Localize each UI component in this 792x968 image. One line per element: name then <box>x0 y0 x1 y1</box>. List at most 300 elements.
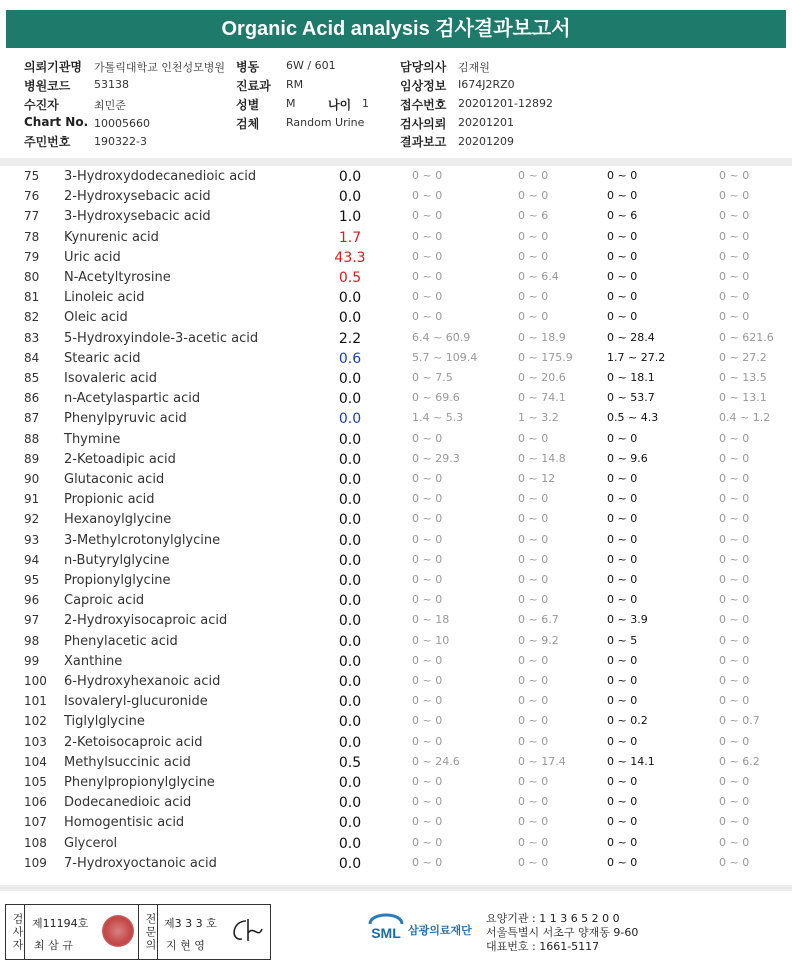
reference-range-1: 0 ~ 7.5 <box>412 371 453 384</box>
result-value: 0.0 <box>338 451 362 468</box>
tester-role: 검사자 <box>6 905 25 959</box>
reference-range-3: 0 ~ 0 <box>607 169 638 182</box>
reference-range-3: 0 ~ 0 <box>607 855 638 869</box>
reference-range-1: 0 ~ 0 <box>412 734 443 748</box>
resident-value: 190322-3 <box>94 135 147 148</box>
specialist-name: 지 현 영 <box>166 939 205 952</box>
table-row <box>0 450 792 470</box>
reference-range-3: 0 ~ 28.4 <box>607 330 655 344</box>
analyte-name: Propionylglycine <box>64 573 171 588</box>
row-number: 80 <box>24 270 40 284</box>
row-number: 92 <box>24 512 40 527</box>
reference-range-3: 0 ~ 0 <box>607 653 638 667</box>
reference-range-2: 0 ~ 0 <box>518 775 549 788</box>
reference-range-1: 0 ~ 0 <box>412 815 443 829</box>
analyte-name: Thymine <box>64 431 121 447</box>
row-number: 105 <box>24 775 47 789</box>
result-value: 0.0 <box>338 714 362 731</box>
reference-range-1: 0 ~ 0 <box>412 290 443 304</box>
reference-range-2: 0 ~ 0 <box>518 290 549 304</box>
reference-range-2: 0 ~ 14.8 <box>518 451 566 465</box>
reference-range-2: 1 ~ 3.2 <box>518 411 559 425</box>
reference-range-4: 0 ~ 0 <box>719 593 750 607</box>
analyte-name: Phenylpropionylglycine <box>64 775 215 790</box>
result-value: 0.0 <box>338 552 362 569</box>
reference-range-1: 0 ~ 10 <box>412 633 450 647</box>
reference-range-1: 0 ~ 0 <box>412 310 443 324</box>
clinical-info-label: 임상정보 <box>400 79 447 93</box>
reference-range-3: 0 ~ 0 <box>607 593 638 607</box>
reference-range-2: 0 ~ 74.1 <box>518 391 566 405</box>
result-value: 0.0 <box>338 694 362 711</box>
reference-range-4: 0 ~ 0 <box>719 209 750 223</box>
reference-range-2: 0 ~ 0 <box>518 310 549 324</box>
reference-range-2: 0 ~ 0 <box>518 573 549 586</box>
reference-range-3: 0 ~ 0 <box>607 795 638 809</box>
reference-range-4: 0 ~ 0 <box>719 492 750 506</box>
reference-range-1: 0 ~ 0 <box>412 472 443 485</box>
row-number: 90 <box>24 472 40 486</box>
row-number: 83 <box>24 330 40 345</box>
analyte-name: 3-Hydroxydodecanedioic acid <box>64 169 257 184</box>
table-row <box>0 773 792 793</box>
reference-range-3: 0 ~ 5 <box>607 633 638 647</box>
result-value: 0.0 <box>338 512 362 529</box>
analyte-name: N-Acetyltyrosine <box>64 270 171 285</box>
reference-range-4: 0 ~ 0 <box>719 310 750 324</box>
reference-range-1: 0 ~ 0 <box>412 835 443 849</box>
analyte-name: Isovaleric acid <box>64 371 158 386</box>
analyte-name: Homogentisic acid <box>64 815 185 831</box>
specimen-value: Random Urine <box>286 116 365 129</box>
specialist-license: 제3 3 3 호 <box>164 917 217 930</box>
reference-range-3: 0 ~ 0.2 <box>607 714 648 728</box>
sex-label: 성별 <box>236 98 260 112</box>
reference-range-3: 0 ~ 3.9 <box>607 613 648 627</box>
reference-range-3: 0 ~ 0 <box>607 310 638 324</box>
reference-range-1: 0 ~ 0 <box>412 674 443 687</box>
row-number: 108 <box>24 835 47 850</box>
reference-range-3: 0 ~ 53.7 <box>607 391 655 405</box>
reference-range-1: 0 ~ 0 <box>412 573 443 586</box>
result-value: 0.0 <box>338 532 362 549</box>
row-number: 109 <box>24 855 47 870</box>
reference-range-3: 0 ~ 0 <box>607 674 638 687</box>
report-date-value: 20201209 <box>458 135 514 148</box>
reference-range-4: 0 ~ 0 <box>719 189 750 203</box>
reference-range-4: 0 ~ 0 <box>719 775 750 788</box>
reference-range-4: 0 ~ 0 <box>719 653 750 667</box>
table-row <box>0 308 792 328</box>
hospital-code-value: 53138 <box>94 78 129 91</box>
patient-label: 수진자 <box>24 98 59 112</box>
reference-range-4: 0 ~ 621.6 <box>719 330 774 344</box>
reference-range-3: 0 ~ 0 <box>607 512 638 526</box>
table-row <box>0 672 792 692</box>
specimen-label: 검체 <box>236 117 260 131</box>
reference-range-1: 0 ~ 0 <box>412 270 443 283</box>
clinical-info-value: I674J2RZ0 <box>458 78 515 91</box>
row-number: 93 <box>24 532 40 547</box>
result-value: 0.0 <box>338 169 362 185</box>
reference-range-3: 0 ~ 0 <box>607 189 638 203</box>
reference-range-4: 0 ~ 27.2 <box>719 350 767 364</box>
row-number: 94 <box>24 552 40 567</box>
official-seal <box>102 915 134 947</box>
analyte-name: Caproic acid <box>64 593 145 609</box>
dept-value: RM <box>286 78 304 91</box>
reference-range-1: 0 ~ 0 <box>412 593 443 607</box>
reference-range-1: 1.4 ~ 5.3 <box>412 411 464 425</box>
analyte-name: Glycerol <box>64 835 118 851</box>
reference-range-1: 0 ~ 29.3 <box>412 451 460 465</box>
result-value: 0.6 <box>338 350 362 367</box>
reference-range-2: 0 ~ 0 <box>518 492 549 506</box>
reference-range-3: 0 ~ 14.1 <box>607 754 655 768</box>
reference-range-4: 0 ~ 0 <box>719 855 750 869</box>
reference-range-1: 0 ~ 0 <box>412 512 443 526</box>
result-value: 0.0 <box>338 734 362 751</box>
reference-range-3: 0 ~ 0 <box>607 472 638 485</box>
reference-range-1: 0 ~ 0 <box>412 189 443 203</box>
result-value: 0.0 <box>338 613 362 630</box>
analyte-name: 5-Hydroxyindole-3-acetic acid <box>64 330 259 346</box>
reference-range-4: 0 ~ 0 <box>719 472 750 485</box>
reference-range-4: 0 ~ 0 <box>719 451 750 465</box>
analyte-name: 2-Hydroxysebacic acid <box>64 189 211 205</box>
row-number: 98 <box>24 633 40 648</box>
reference-range-4: 0 ~ 13.1 <box>719 391 767 405</box>
row-number: 84 <box>24 350 40 365</box>
analyte-name: Methylsuccinic acid <box>64 754 191 770</box>
table-row <box>0 571 792 591</box>
table-row <box>0 409 792 429</box>
reference-range-3: 0 ~ 0 <box>607 694 638 708</box>
reference-range-2: 0 ~ 6.4 <box>518 270 559 283</box>
analyte-name: Linoleic acid <box>64 290 145 306</box>
hospital-code-label: 병원코드 <box>24 79 71 93</box>
institution-number: 요양기관 : 1 1 3 6 5 2 0 0 <box>486 912 620 925</box>
reference-range-2: 0 ~ 175.9 <box>518 350 573 364</box>
reference-range-2: 0 ~ 18.9 <box>518 330 566 344</box>
receipt-value: 20201201-12892 <box>458 97 553 110</box>
analyte-name: Phenylacetic acid <box>64 633 178 649</box>
reference-range-1: 0 ~ 69.6 <box>412 391 460 405</box>
row-number: 88 <box>24 431 40 446</box>
address: 서울특별시 서초구 양재동 9-60 <box>486 926 639 939</box>
resident-label: 주민번호 <box>24 135 71 149</box>
reference-range-4: 0 ~ 0 <box>719 229 750 243</box>
receipt-label: 접수번호 <box>400 98 447 112</box>
reference-range-4: 0 ~ 0 <box>719 249 750 263</box>
table-row <box>0 591 792 611</box>
result-value: 0.0 <box>338 391 362 408</box>
reference-range-4: 0 ~ 0 <box>719 431 750 445</box>
table-row <box>0 187 792 207</box>
result-value: 0.0 <box>338 431 362 448</box>
reference-range-2: 0 ~ 6.7 <box>518 613 559 627</box>
table-row <box>0 531 792 551</box>
row-number: 79 <box>24 249 40 264</box>
reference-range-2: 0 ~ 0 <box>518 189 549 203</box>
chart-no-value: 10005660 <box>94 117 150 130</box>
reference-range-1: 0 ~ 0 <box>412 552 443 566</box>
reference-range-3: 0 ~ 0 <box>607 815 638 829</box>
reference-range-3: 0.5 ~ 4.3 <box>607 411 659 425</box>
reference-range-2: 0 ~ 0 <box>518 431 549 445</box>
row-number: 85 <box>24 371 40 385</box>
reference-range-2: 0 ~ 0 <box>518 552 549 566</box>
ward-label: 병동 <box>236 60 260 74</box>
result-value: 0.0 <box>338 653 362 670</box>
reference-range-4: 0 ~ 0 <box>719 633 750 647</box>
reference-range-4: 0 ~ 6.2 <box>719 754 760 768</box>
result-value: 0.0 <box>338 795 362 812</box>
result-value: 2.2 <box>338 330 362 347</box>
reference-range-4: 0 ~ 0 <box>719 573 750 586</box>
sml-logo-mark <box>366 908 406 948</box>
reference-range-3: 0 ~ 0 <box>607 573 638 586</box>
reference-range-1: 0 ~ 0 <box>412 431 443 445</box>
row-number: 96 <box>24 593 40 608</box>
reference-range-3: 1.7 ~ 27.2 <box>607 350 666 364</box>
reference-range-2: 0 ~ 0 <box>518 593 549 607</box>
reference-range-2: 0 ~ 0 <box>518 169 549 182</box>
analyte-name: 2-Ketoadipic acid <box>64 451 176 467</box>
reference-range-4: 0 ~ 0 <box>719 270 750 283</box>
table-row <box>0 813 792 833</box>
result-value: 0.0 <box>338 189 362 206</box>
row-number: 91 <box>24 492 40 507</box>
table-row <box>0 652 792 672</box>
handwritten-signature <box>228 915 264 947</box>
result-value: 0.0 <box>338 775 362 791</box>
reference-range-3: 0 ~ 0 <box>607 734 638 748</box>
result-value: 0.5 <box>338 270 362 286</box>
reference-range-3: 0 ~ 0 <box>607 431 638 445</box>
result-value: 0.0 <box>338 674 362 690</box>
reference-range-1: 0 ~ 24.6 <box>412 754 460 768</box>
row-number: 75 <box>24 169 40 183</box>
reference-range-3: 0 ~ 18.1 <box>607 371 655 384</box>
analyte-name: Kynurenic acid <box>64 229 159 245</box>
report-title: Organic Acid analysis 검사결과보고서 <box>6 10 786 48</box>
header-divider <box>0 158 792 166</box>
analyte-name: Hexanoylglycine <box>64 512 172 528</box>
analyte-name: Xanthine <box>64 653 123 669</box>
row-number: 77 <box>24 209 40 224</box>
row-number: 76 <box>24 189 40 204</box>
reference-range-1: 0 ~ 0 <box>412 653 443 667</box>
row-number: 81 <box>24 290 40 305</box>
reference-range-4: 0 ~ 0 <box>719 169 750 182</box>
analyte-name: Stearic acid <box>64 350 141 366</box>
reference-range-3: 0 ~ 0 <box>607 290 638 304</box>
reference-range-3: 0 ~ 0 <box>607 270 638 283</box>
reference-range-1: 0 ~ 0 <box>412 694 443 708</box>
analyte-name: 2-Hydroxyisocaproic acid <box>64 613 228 629</box>
result-value: 0.0 <box>338 492 362 509</box>
reference-range-1: 0 ~ 0 <box>412 714 443 728</box>
reference-range-2: 0 ~ 17.4 <box>518 754 566 768</box>
reference-range-2: 0 ~ 0 <box>518 674 549 687</box>
reference-range-1: 0 ~ 0 <box>412 855 443 869</box>
reference-range-4: 0 ~ 0.7 <box>719 714 760 728</box>
reference-range-1: 0 ~ 0 <box>412 532 443 546</box>
analyte-name: 3-Hydroxysebacic acid <box>64 209 211 225</box>
reference-range-3: 0 ~ 0 <box>607 249 638 263</box>
table-row <box>0 632 792 652</box>
reference-range-2: 0 ~ 0 <box>518 694 549 708</box>
row-number: 100 <box>24 674 47 688</box>
reference-range-2: 0 ~ 0 <box>518 653 549 667</box>
table-row <box>0 551 792 571</box>
table-row <box>0 167 792 187</box>
dept-label: 진료과 <box>236 79 271 93</box>
reference-range-2: 0 ~ 6 <box>518 209 549 223</box>
result-value: 0.0 <box>338 290 362 307</box>
footer-divider <box>0 885 792 891</box>
reference-range-2: 0 ~ 0 <box>518 835 549 849</box>
result-value: 1.0 <box>338 209 362 226</box>
table-row <box>0 430 792 450</box>
contact-info <box>486 912 638 954</box>
reference-range-3: 0 ~ 0 <box>607 229 638 243</box>
phone-number: 대표번호 : 1661-5117 <box>486 940 600 953</box>
result-value: 43.3 <box>334 249 366 266</box>
reference-range-4: 0 ~ 0 <box>719 290 750 304</box>
specialist-role: 전문의 <box>138 905 158 959</box>
row-number: 87 <box>24 411 40 426</box>
reference-range-1: 0 ~ 0 <box>412 492 443 506</box>
institution-label: 의뢰기관명 <box>24 60 82 74</box>
report-date-label: 결과보고 <box>400 135 447 149</box>
result-value: 1.7 <box>338 229 362 246</box>
analyte-name: 3-Methylcrotonylglycine <box>64 532 221 548</box>
result-value: 0.5 <box>338 754 362 771</box>
request-label: 검사의뢰 <box>400 117 447 131</box>
analyte-name: Isovaleryl-glucuronide <box>64 694 208 710</box>
result-value: 0.0 <box>338 633 362 650</box>
signature-box <box>5 904 271 960</box>
reference-range-4: 0 ~ 0 <box>719 613 750 627</box>
row-number: 78 <box>24 229 40 244</box>
reference-range-2: 0 ~ 0 <box>518 855 549 869</box>
result-value: 0.0 <box>338 835 362 852</box>
ward-value: 6W / 601 <box>286 59 336 72</box>
reference-range-1: 0 ~ 0 <box>412 169 443 182</box>
row-number: 86 <box>24 391 40 406</box>
reference-range-3: 0 ~ 0 <box>607 775 638 788</box>
analyte-name: Uric acid <box>64 249 121 265</box>
reference-range-2: 0 ~ 0 <box>518 734 549 748</box>
reference-range-3: 0 ~ 0 <box>607 835 638 849</box>
result-value: 0.0 <box>338 310 362 327</box>
reference-range-3: 0 ~ 6 <box>607 209 638 223</box>
reference-range-2: 0 ~ 20.6 <box>518 371 566 384</box>
request-value: 20201201 <box>458 116 514 129</box>
reference-range-1: 0 ~ 0 <box>412 795 443 809</box>
tester-name: 최 삼 규 <box>34 939 73 952</box>
row-number: 107 <box>24 815 47 830</box>
tester-license: 제11194호 <box>32 917 89 930</box>
result-value: 0.0 <box>338 593 362 610</box>
analyte-name: n-Acetylaspartic acid <box>64 391 201 407</box>
reference-range-1: 0 ~ 0 <box>412 775 443 788</box>
table-row <box>0 712 792 732</box>
result-value: 0.0 <box>338 855 362 872</box>
table-row <box>0 793 792 813</box>
institution-value: 가톨릭대학교 인천성모병원 <box>94 61 226 74</box>
doctor-label: 담당의사 <box>400 60 447 74</box>
result-value: 0.0 <box>338 411 362 428</box>
reference-range-2: 0 ~ 0 <box>518 512 549 526</box>
result-value: 0.0 <box>338 815 362 832</box>
reference-range-2: 0 ~ 12 <box>518 472 556 485</box>
row-number: 106 <box>24 795 47 810</box>
reference-range-4: 0 ~ 0 <box>719 512 750 526</box>
analyte-name: Propionic acid <box>64 492 155 508</box>
reference-range-3: 0 ~ 0 <box>607 532 638 546</box>
reference-range-4: 0 ~ 13.5 <box>719 371 767 384</box>
reference-range-3: 0 ~ 0 <box>607 552 638 566</box>
analyte-name: Glutaconic acid <box>64 472 165 487</box>
analyte-name: 2-Ketoisocaproic acid <box>64 734 203 750</box>
row-number: 103 <box>24 734 47 749</box>
table-row <box>0 854 792 874</box>
reference-range-2: 0 ~ 0 <box>518 229 549 243</box>
table-row <box>0 389 792 409</box>
row-number: 101 <box>24 694 47 709</box>
doctor-value: 김재원 <box>458 61 490 74</box>
reference-range-1: 0 ~ 0 <box>412 249 443 263</box>
reference-range-2: 0 ~ 0 <box>518 815 549 829</box>
reference-range-4: 0 ~ 0 <box>719 552 750 566</box>
table-row <box>0 510 792 530</box>
table-row <box>0 490 792 510</box>
row-number: 104 <box>24 754 47 769</box>
analyte-name: Phenylpyruvic acid <box>64 411 187 427</box>
table-row <box>0 692 792 712</box>
organization-name: 삼광의료재단 <box>408 924 472 937</box>
table-row <box>0 207 792 227</box>
table-row <box>0 753 792 773</box>
age-value: 1 <box>362 97 369 110</box>
analyte-name: Tiglylglycine <box>64 714 145 730</box>
row-number: 97 <box>24 613 40 628</box>
table-row <box>0 733 792 753</box>
table-row <box>0 268 792 288</box>
chart-no-label: Chart No. <box>24 115 89 129</box>
reference-range-4: 0 ~ 0 <box>719 694 750 708</box>
reference-range-3: 0 ~ 9.6 <box>607 451 648 465</box>
reference-range-1: 0 ~ 18 <box>412 613 450 627</box>
reference-range-1: 5.7 ~ 109.4 <box>412 350 478 364</box>
row-number: 102 <box>24 714 47 729</box>
reference-range-4: 0 ~ 0 <box>719 734 750 748</box>
table-row <box>0 228 792 248</box>
reference-range-4: 0 ~ 0 <box>719 532 750 546</box>
sml-logo-text: SML <box>371 925 401 941</box>
table-row <box>0 349 792 369</box>
reference-range-4: 0 ~ 0 <box>719 815 750 829</box>
result-value: 0.0 <box>338 371 362 387</box>
table-row <box>0 329 792 349</box>
row-number: 99 <box>24 653 40 668</box>
reference-range-1: 0 ~ 0 <box>412 229 443 243</box>
reference-range-2: 0 ~ 0 <box>518 714 549 728</box>
row-number: 95 <box>24 573 40 587</box>
